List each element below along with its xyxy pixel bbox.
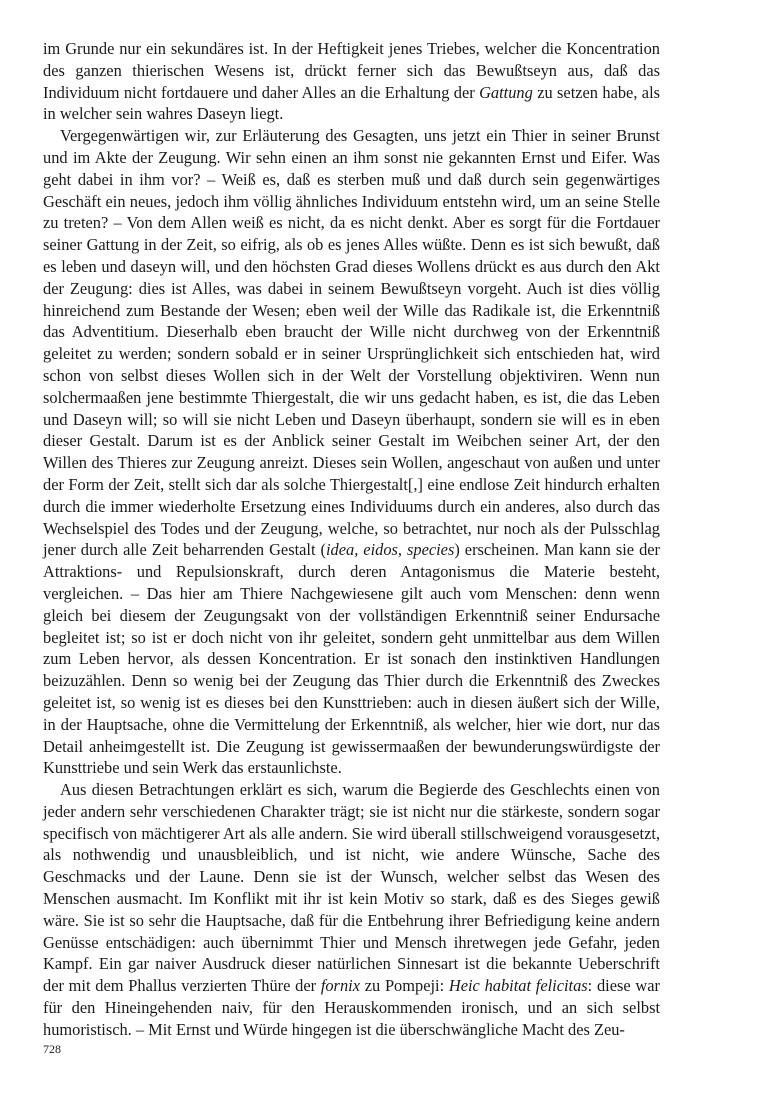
paragraph-3: [43, 779, 660, 1041]
page-number: 728: [43, 1042, 61, 1056]
italic-run: Gattung: [479, 82, 533, 102]
italic-run: idea, eidos: [325, 540, 398, 560]
paragraph-1: [43, 38, 660, 125]
italic-run: species: [407, 540, 455, 560]
text-run: Vergegenwärtigen wir, zur Erläuterung des Gesagten, uns jetzt ein Thier in seiner Brunst und im Akte der Zeugung. Wir sehn einen an ihm sonst nie gekannten Ernst und Eifer. Was geht dabei in ihm vor? – Weiß es, daß es sterben muß und daß durch sein gegenwärtiges Geschäft ein neues, jedoch ihm völlig ähnliches Individuum entstehn wird, um an seine Stelle zu treten? – Von dem Allen weiß es nicht, da es nicht denkt. Aber es sorgt für die Fortdauer seiner Gattung in der Zeit, so eifrig, als ob es jenes Alles wüßte. Denn es ist sich bewußt, daß es leben und daseyn will, und den höchsten Grad dieses Wollens drückt es aus durch den Akt der Zeugung: dies ist Alles, was dabei in seinem Bewußtseyn vorgeht. Auch ist dies völlig hinreichend zum Bestande der Wesen; eben weil der Wille das Radikale ist, die Erkenntniß das Adventitium. Dieserhalb eben braucht der Wille nicht durchweg von der Erkenntniß geleitet zu werden; sondern sobald er in seiner Ursprünglichkeit sich entschieden hat, wird schon von selbst dieses Wollen sich in der Welt der Vorstellung objektiviren. Wenn nun solchermaaßen jene bestimmte Thiergestalt, die wir uns gedacht haben, es ist, die das Leben und Daseyn will; so will sie nicht Leben und Daseyn überhaupt, sondern sie will es in eben dieser Gestalt. Darum ist es der Anblick seiner Gestalt im Weibchen seiner Art, der den Willen des Thieres zur Zeugung anreizt. Dieses sein Wollen, angeschaut von außen und unter der Form der Zeit, stellt sich dar als solche Thiergestalt[,] eine endlose Zeit hindurch erhalten durch die immer wiederholte Ersetzung eines Individuums durch ein anderes, also durch das Wechselspiel des Todes und der Zeugung, welche, so betrachtet, nur noch als der Pulsschlag jener durch alle Zeit beharrenden Gestalt (: [43, 126, 660, 560]
text-run: im Grunde nur ein sekundäres ist. In der Heftigkeit jenes Triebes, welcher die Koncentration des ganzen thierischen Wesens ist, drückt ferner sich das Bewußtseyn aus, daß das Individuum nicht fortdauere und daher Alles an die Erhaltung der: [43, 39, 660, 102]
text-run: zu Pompeji:: [359, 976, 449, 996]
italic-run: Heic habitat felicitas: [448, 976, 588, 996]
text-run: ,: [397, 540, 407, 560]
text-run: : diese war für den Hineingehenden naiv, für den Herauskommenden ironisch, und an sich selbst humoristisch. – Mit Ernst und Würde hingegen ist die überschwängliche Macht des Zeu-: [43, 976, 660, 1039]
text-run: Aus diesen Betrachtungen erklärt es sich, warum die Begierde des Geschlechts einen von jeder andern sehr verschiedenen Charakter trägt; sie ist nicht nur die stärkeste, sondern sogar specifisch von mächtigerer Art als alle andern. Sie wird überall stillschweigend vorausgesetzt, als nothwendig und unausbleiblich, und ist nicht, wie andere Wünsche, Sache des Geschmacks und der Laune. Denn sie ist der Wunsch, welcher selbst das Wesen des Menschen ausmacht. Im Konflikt mit ihr ist kein Motiv so stark, daß es des Sieges gewiß wäre. Sie ist so sehr die Hauptsache, daß für die Entbehrung ihrer Befriedigung keine andern Genüsse entschädigen: auch übernimmt Thier und Mensch ihretwegen jede Gefahr, jeden Kampf. Ein gar naiver Ausdruck dieser natürlichen Sinnesart ist die bekannte Ueberschrift der mit dem Phallus verzierten Thüre der: [43, 780, 660, 996]
text-run: ) erscheinen. Man kann sie der Attraktions- und Repulsionskraft, durch deren Antagonismus die Materie besteht, vergleichen. – Das hier am Thiere Nachgewiesene gilt auch vom Menschen: denn wenn gleich bei diesem der Zeugungsakt von der vollständigen Erkenntniß seiner Endursache begleitet ist; so ist er doch nicht von ihr geleitet, sondern geht unmittelbar aus dem Willen zum Leben hervor, als dessen Koncentration. Er ist sonach den instinktiven Handlungen beizuzählen. Denn so wenig bei der Zeugung das Thier durch die Erkenntniß des Zweckes geleitet ist, so wenig ist es dieses bei den Kunsttrieben: auch in diesen äußert sich der Wille, in der Hauptsache, ohne die Vermittelung der Erkenntniß, als welcher, hier wie dort, nur das Detail anheimgestellt ist. Die Zeugung ist gewissermaaßen der bewunderungswürdigste der Kunsttriebe und sein Werk das erstaunlichste.: [43, 540, 660, 778]
italic-run: fornix: [320, 976, 360, 996]
document-body: [43, 38, 660, 1041]
paragraph-2: [43, 125, 660, 779]
text-run: zu setzen habe, als in welcher sein wahres Daseyn liegt.: [43, 82, 660, 124]
